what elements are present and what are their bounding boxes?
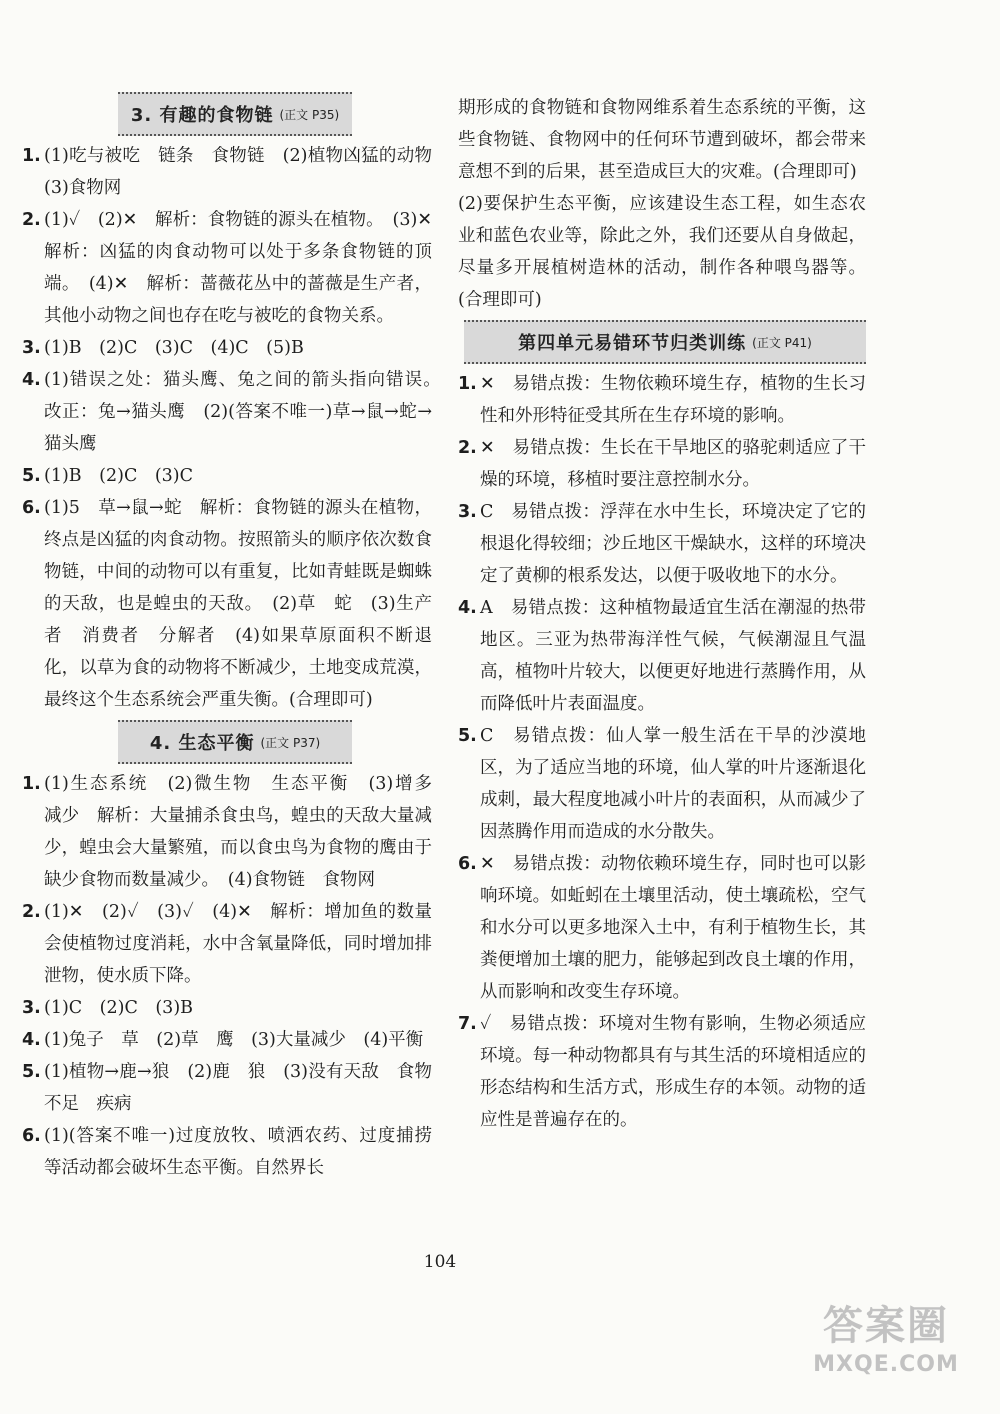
item-text: (1)植物→鹿→狼 (2)鹿 狼 (3)没有天敌 食物不足 疾病 [44, 1062, 432, 1114]
answer-item [22, 1120, 432, 1184]
item-number: 5. [22, 466, 41, 486]
page-number: 104 [423, 1252, 457, 1272]
item-number: 5. [22, 1062, 41, 1082]
answer-item [458, 848, 866, 1008]
item-number: 5. [458, 726, 477, 746]
answer-item [22, 992, 432, 1024]
item-number: 6. [22, 1126, 41, 1146]
item-text: (1)B (2)C (3)C (4)C (5)B [44, 338, 304, 358]
item-text: (1)B (2)C (3)C [44, 466, 194, 486]
item-text: ✕ 易错点拨：动物依赖环境生存，同时也可以影响环境。如蚯蚓在土壤里活动，使土壤疏松，空气和水分可以更多地深入土中，有利于植物生长，其粪便增加土壤的肥力，能够起到改良土壤的作用，从而影响和改变生存环境。 [480, 854, 866, 1002]
item-number: 3. [22, 998, 41, 1018]
left-column [22, 92, 450, 1184]
item-number: 4. [458, 598, 477, 618]
answer-item [22, 364, 450, 460]
answer-item [22, 140, 450, 204]
item-number: 4. [22, 1030, 41, 1050]
item-text: A 易错点拨：这种植物最适宜生活在潮湿的热带地区。三亚为热带海洋性气候，气候潮湿且气温高，植物叶片较大，以便更好地进行蒸腾作用，从而降低叶片表面温度。 [480, 598, 866, 714]
item-text: (1)(答案不唯一)过度放牧、喷洒农药、过度捕捞等活动都会破坏生态平衡。自然界长 [44, 1126, 432, 1178]
section-ref: (正文 P41) [752, 335, 812, 350]
answer-item [458, 368, 866, 432]
item-text: (1)错误之处：猫头鹰、兔之间的箭头指向错误。 改正：兔→猫头鹰 (2)(答案不唯一)草→鼠→蛇→猫头鹰 [44, 370, 450, 454]
answer-item [458, 720, 866, 848]
item-text: (1)C (2)C (3)B [44, 998, 194, 1018]
section-title-text: 第四单元易错环节归类训练 [518, 333, 747, 354]
item-text: (1)吃与被吃 链条 食物链 (2)植物凶猛的动物 (3)食物网 [44, 146, 450, 198]
item-number: 2. [458, 438, 477, 458]
continued-paragraph: 期形成的食物链和食物网维系着生态系统的平衡，这些食物链、食物网中的任何环节遭到破坏，都会带来意想不到的后果，甚至造成巨大的灾难。(合理即可) [458, 98, 866, 182]
answer-item [22, 332, 432, 364]
answer-item [458, 496, 866, 592]
item-text: ✓ 易错点拨：环境对生物有影响，生物必须适应环境。每一种动物都具有与其生活的环境相适应的形态结构和生活方式，形成生存的本领。动物的适应性是普遍存在的。 [480, 1014, 866, 1130]
answer-item [22, 1056, 432, 1120]
watermark-text-bottom: MXQE.COM [813, 1352, 959, 1377]
item-number: 1. [22, 146, 41, 166]
item-number: 4. [22, 370, 41, 390]
item-number: 1. [22, 774, 41, 794]
answer-item [458, 432, 866, 496]
item-text: (1)兔子 草 (2)草 鹰 (3)大量减少 (4)平衡 [44, 1030, 424, 1050]
item-text: (1)生态系统 (2)微生物 生态平衡 (3)增多 减少 解析：大量捕杀食虫鸟，蝗虫的天敌大量减少，蝗虫会大量繁殖，而以食虫鸟为食物的鹰由于缺少食物而数量减少。 (4)食物链 食物网 [44, 774, 450, 890]
item-text: (1)✓ (2)✕ 解析：食物链的源头在植物。 (3)✕ 解析：凶猛的肉食动物可以处于多条食物链的顶端。 (4)✕ 解析：蔷薇花丛中的蔷薇是生产者，其他小动物之间也存在吃与被吃的食物关系。 [44, 210, 450, 326]
answer-item [458, 1008, 866, 1136]
section-ref: (正文 P35) [279, 107, 340, 122]
section-title-unit4-errors [464, 320, 866, 364]
watermark-logo [786, 1300, 986, 1400]
answer-item [22, 204, 450, 332]
item-number: 3. [22, 338, 41, 358]
item-text: C 易错点拨：仙人掌一般生活在干旱的沙漠地区，为了适应当地的环境，仙人掌的叶片逐渐退化成刺，最大程度地减小叶片的表面积，从而减少了因蒸腾作用而造成的水分散失。 [480, 726, 866, 842]
answer-item [458, 592, 866, 720]
section-title-text: 4. 生态平衡 [149, 733, 255, 754]
right-column [458, 92, 866, 1136]
answer-item [22, 492, 432, 716]
answer-item [22, 768, 450, 896]
item-number: 6. [458, 854, 477, 874]
continued-paragraph: (2)要保护生态平衡，应该建设生态工程，如生态农业和蓝色农业等，除此之外，我们还要从自身做起，尽量多开展植树造林的活动，制作各种喂鸟器等。(合理即可) [458, 194, 866, 310]
item-number: 2. [22, 210, 41, 230]
item-text: (1)✕ (2)✓ (3)✓ (4)✕ 解析：增加鱼的数量会使植物过度消耗，水中含氧量降低，同时增加排泄物，使水质下降。 [44, 902, 432, 986]
section-title-food-chain [118, 92, 352, 136]
item-number: 2. [22, 902, 41, 922]
section-title-ecological-balance [118, 720, 352, 764]
answer-item [22, 1024, 432, 1056]
item-text: C 易错点拨：浮萍在水中生长，环境决定了它的根退化得较细；沙丘地区干燥缺水，这样的环境决定了黄柳的根系发达，以便于吸收地下的水分。 [480, 502, 866, 586]
item-text: (1)5 草→鼠→蛇 解析：食物链的源头在植物，终点是凶猛的肉食动物。按照箭头的顺序依次数食物链，中间的动物可以有重复，比如青蛙既是蜘蛛的天敌，也是蝗虫的天敌。 (2)草 蛇 (3)生产者 消费者 分解者 (4)如果草原面积不断退化，以草为食的动物将不断减少，土地变成荒漠，最终这个生态系统会严重失衡。(合理即可) [44, 498, 432, 710]
item-number: 3. [458, 502, 477, 522]
answer-item [22, 460, 432, 492]
section-title-text: 3. 有趣的食物链 [130, 105, 274, 126]
section-ref: (正文 P37) [260, 735, 321, 750]
item-number: 6. [22, 498, 41, 518]
item-text: ✕ 易错点拨：生物依赖环境生存，植物的生长习性和外形特征受其所在生存环境的影响。 [480, 374, 866, 426]
answer-item [22, 896, 432, 992]
watermark-text-top: 答案圈 [823, 1303, 949, 1349]
item-number: 7. [458, 1014, 477, 1034]
item-number: 1. [458, 374, 477, 394]
item-text: ✕ 易错点拨：生长在干旱地区的骆驼刺适应了干燥的环境，移植时要注意控制水分。 [480, 438, 866, 490]
